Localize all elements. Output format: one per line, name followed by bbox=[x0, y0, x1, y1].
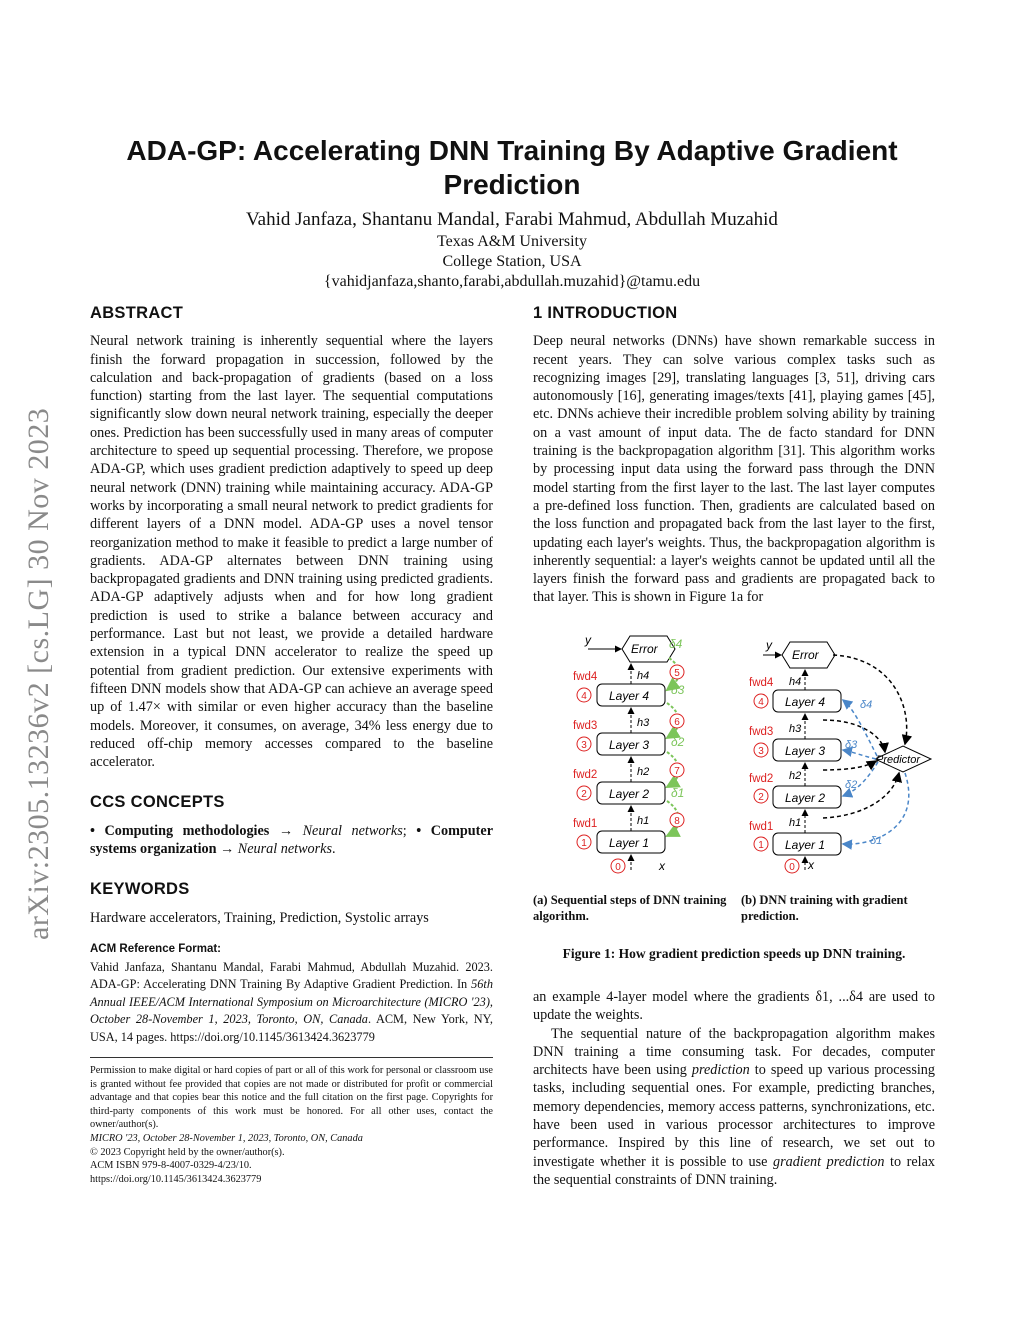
svg-text:δ3: δ3 bbox=[671, 683, 685, 697]
figure-1-diagram bbox=[533, 628, 935, 878]
error-label: Error bbox=[631, 642, 658, 656]
x-label-b: x bbox=[808, 858, 814, 872]
author-list: Vahid Janfaza, Shantanu Mandal, Farabi Mahmud, Abdullah Muzahid bbox=[246, 209, 778, 230]
svg-text:fwd1: fwd1 bbox=[749, 821, 774, 833]
footnote-venue: MICRO '23, October 28-November 1, 2023, Toronto, ON, Canada bbox=[90, 1132, 363, 1144]
ccs-arrow: → bbox=[216, 841, 238, 858]
h2-label: h2 bbox=[637, 766, 650, 778]
subcaption-b: (b) DNN training with gradient prediction. bbox=[741, 893, 908, 923]
intro-paragraph-2: an example 4-layer model where the gradients δ1, ...δ4 are used to update the weights. bbox=[533, 989, 935, 1024]
intro-top bbox=[533, 304, 935, 607]
diagram-b bbox=[749, 638, 931, 873]
layer-1-box-b bbox=[773, 833, 841, 855]
permission-footnote bbox=[90, 1057, 493, 1186]
svg-text:3: 3 bbox=[581, 740, 587, 751]
svg-text:2: 2 bbox=[758, 792, 764, 803]
svg-text:Layer 1: Layer 1 bbox=[609, 836, 650, 850]
layer-3-box-b bbox=[773, 739, 841, 761]
left-column bbox=[90, 304, 493, 1046]
svg-text:Layer 3: Layer 3 bbox=[609, 738, 650, 752]
h1-label-b: h1 bbox=[789, 817, 802, 829]
footnote-copyright: © 2023 Copyright held by the owner/author(s). bbox=[90, 1146, 285, 1158]
svg-text:δ4: δ4 bbox=[669, 637, 683, 651]
svg-text:δ4: δ4 bbox=[860, 699, 873, 711]
layer-1-box bbox=[597, 831, 665, 853]
layer-4-box-b bbox=[773, 690, 841, 712]
svg-text:δ1: δ1 bbox=[870, 835, 883, 847]
layer-2-box-b bbox=[773, 786, 841, 808]
h1-label: h1 bbox=[637, 815, 650, 827]
h3-label-b: h3 bbox=[789, 723, 802, 735]
ccs-term-1: • Computing methodologies bbox=[90, 822, 270, 839]
svg-text:fwd2: fwd2 bbox=[573, 769, 598, 781]
acm-reference-publisher: . ACM, New York, NY, USA, 14 pages. https://doi.org/10.1145/3613424.3623779 bbox=[90, 1012, 493, 1044]
ccs-sub-1: Neural networks bbox=[302, 822, 403, 839]
intro-paragraph-3: The sequential nature of the backpropagation algorithm makes DNN training a time consuming task. For decades, computer architects have been using prediction to speed up various processing tasks, including sequential ones. For example, predicting branches, memory dependencies, memory access patterns, synchronizations, etc. have been used in various processor architectures to improve performance. Inspired by this line of research, we set out to investigate whether it is possible to use gradient prediction to relax the sequential constraints of DNN training. bbox=[533, 1025, 935, 1188]
acm-reference-heading: ACM Reference Format: bbox=[90, 942, 221, 955]
svg-text:7: 7 bbox=[674, 766, 680, 777]
permission-text: Permission to make digital or hard copies of part or all of this work for personal or classroom use is granted without fee provided that copies are not made or distributed for profit or commercial advantage and that copies bear this notice and the full citation on the first page. Copyrights for third-party components of this work must be honored. For all other uses, contact the owner/author(s). bbox=[90, 1065, 493, 1131]
delta-labels-b bbox=[845, 699, 882, 847]
svg-text:2: 2 bbox=[581, 789, 587, 800]
h3-label: h3 bbox=[637, 717, 650, 729]
author-emails[interactable]: {vahidjanfaza,shanto,farabi,abdullah.muzahid}@tamu.edu bbox=[323, 273, 701, 290]
h2-label-b: h2 bbox=[789, 770, 802, 782]
keywords-text: Hardware accelerators, Training, Prediction, Systolic arrays bbox=[90, 909, 429, 926]
svg-text:fwd4: fwd4 bbox=[573, 671, 598, 683]
svg-text:3: 3 bbox=[758, 746, 764, 757]
svg-text:δ3: δ3 bbox=[845, 739, 858, 751]
svg-text:Layer 3: Layer 3 bbox=[785, 744, 826, 758]
y-label: y bbox=[585, 633, 591, 647]
footnote-isbn: ACM ISBN 979-8-4007-0329-4/23/10. bbox=[90, 1160, 252, 1172]
svg-text:δ2: δ2 bbox=[845, 779, 858, 791]
ccs-term-2: • Computer systems organization bbox=[90, 822, 493, 858]
svg-text:Layer 4: Layer 4 bbox=[785, 695, 826, 709]
predicted-gradient-arrows bbox=[843, 700, 909, 844]
ccs-arrow: → bbox=[269, 822, 303, 839]
affiliation-university: Texas A&M University bbox=[437, 233, 587, 250]
svg-text:5: 5 bbox=[674, 668, 680, 679]
ccs-sub-2: Neural networks bbox=[237, 841, 332, 858]
svg-text:1: 1 bbox=[758, 840, 764, 851]
abstract-text: Neural network training is inherently sequential where the layers finish the forward propagation in succession, followed by the calculation and back-propagation of gradients (based on a loss function) starting from the last layer. The sequential computations significantly slow down neural network training, especially the deeper ones. Prediction has been successfully used in many areas of computer architecture to speed up sequential processing. Therefore, we propose ADA-GP, which uses gradient prediction adaptively to speed up deep neural network (DNN) training while maintaining accuracy. ADA-GP works by incorporating a small neural network to predict gradients for different layers of a DNN model. ADA-GP uses a novel tensor reorganization method to make it feasible to predict a large number of gradients. ADA-GP alternates between DNN training using backpropagated gradients and DNN training using predicted gradients. ADA-GP adaptively adjusts when and for how long gradient prediction is used to strike a balance between accuracy and performance. Last but not least, we provide a detailed hardware extension in a typical DNN accelerator to realize the speed up potential from gradient prediction. Our extensive experiments with fifteen DNN models show that ADA-GP can achieve an average speed up of 1.47× with similar or even higher accuracy than the baseline models. Moreover, it consumes, on average, 34% less energy due to reduced off-chip memory accesses compared to the baseline accelerator. bbox=[90, 333, 493, 771]
intro-bottom bbox=[533, 988, 935, 1189]
svg-text:δ1: δ1 bbox=[671, 786, 685, 800]
svg-text:0: 0 bbox=[615, 862, 621, 873]
diagram-a bbox=[573, 633, 685, 873]
svg-text:Layer 4: Layer 4 bbox=[609, 689, 650, 703]
acm-reference bbox=[90, 941, 493, 1047]
svg-text:fwd4: fwd4 bbox=[749, 677, 774, 689]
h4-label-b: h4 bbox=[789, 676, 802, 688]
svg-text:Layer 2: Layer 2 bbox=[785, 791, 826, 805]
svg-text:1: 1 bbox=[581, 838, 587, 849]
keywords-heading: KEYWORDS bbox=[90, 880, 190, 899]
acm-reference-venue: 56th Annual IEEE/ACM International Symposium on Microarchitecture (MICRO '23), October 28-November 1, 2023, Toronto, ON, Canada bbox=[90, 977, 493, 1027]
subcaption-a: (a) Sequential steps of DNN training algorithm. bbox=[533, 893, 727, 923]
svg-text:δ2: δ2 bbox=[671, 735, 685, 749]
intro-heading: 1 INTRODUCTION bbox=[533, 304, 678, 322]
acm-reference-citation: Vahid Janfaza, Shantanu Mandal, Farabi Mahmud, Abdullah Muzahid. 2023. ADA-GP: Accelerating DNN Training By Adaptive Gradient Prediction. In bbox=[90, 959, 493, 992]
ccs-concepts bbox=[90, 822, 493, 859]
svg-text:0: 0 bbox=[789, 862, 795, 873]
y-label-b: y bbox=[766, 638, 772, 652]
figure-1-caption: Figure 1: How gradient prediction speeds up DNN training. bbox=[562, 946, 906, 961]
error-label-b: Error bbox=[792, 648, 819, 662]
affiliation-location: College Station, USA bbox=[442, 253, 582, 270]
footnote-doi[interactable]: https://doi.org/10.1145/3613424.3623779 bbox=[90, 1173, 262, 1185]
svg-text:fwd2: fwd2 bbox=[749, 773, 774, 785]
ccs-separator: ; bbox=[402, 822, 417, 839]
svg-text:8: 8 bbox=[674, 816, 680, 827]
svg-text:fwd1: fwd1 bbox=[573, 818, 598, 830]
x-label: x bbox=[659, 859, 665, 873]
predictor-label: Predictor bbox=[876, 754, 921, 766]
arxiv-identifier: arXiv:2305.13236v2 [cs.LG] 30 Nov 2023 bbox=[22, 407, 55, 940]
intro-paragraph-1: Deep neural networks (DNNs) have shown remarkable success in recent years. They can solve various complex tasks such as recognizing images [29], translating languages [3, 51], driving cars autonomously [16], generating images/texts [41], playing games [45], etc. DNNs achieve their incredible problem solving ability by training on a vast amount of input data. The de facto standard for DNN training is the backpropagation algorithm [31]. This algorithm works by processing input data using the forward pass through the DNN model starting from the first layer to the last. The last layer computes a pre-defined loss function. Then, gradients are calculated based on the loss function and propagated back from the last layer to the first, updating each layer's weights. Thus, the backpropagation algorithm is inherently sequential: a layer's weights cannot be updated until all the layers finish the forward pass and gradients are propagated back to that layer. This is shown in Figure 1a for bbox=[533, 333, 935, 606]
svg-text:fwd3: fwd3 bbox=[749, 726, 774, 738]
svg-text:4: 4 bbox=[581, 691, 587, 702]
svg-text:Layer 2: Layer 2 bbox=[609, 787, 650, 801]
abstract-heading: ABSTRACT bbox=[90, 304, 184, 322]
ccs-end: . bbox=[331, 841, 336, 858]
layer-2-box bbox=[597, 782, 665, 804]
layer-4-box bbox=[597, 684, 665, 706]
svg-text:4: 4 bbox=[758, 697, 764, 708]
svg-text:Layer 1: Layer 1 bbox=[785, 838, 826, 852]
svg-text:6: 6 bbox=[674, 717, 680, 728]
ccs-heading: CCS CONCEPTS bbox=[90, 793, 225, 812]
h4-label: h4 bbox=[637, 670, 650, 682]
svg-text:fwd3: fwd3 bbox=[573, 720, 598, 732]
paper-title: ADA-GP: Accelerating DNN Training By Adaptive Gradient Prediction bbox=[126, 135, 898, 200]
layer-3-box bbox=[597, 733, 665, 755]
